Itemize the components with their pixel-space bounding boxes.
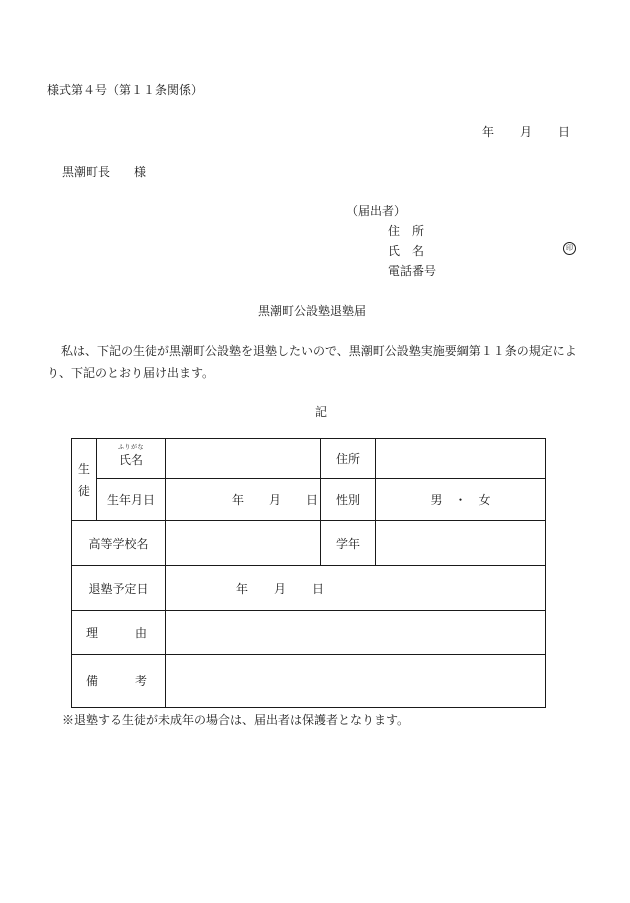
student-name-input[interactable] [166, 439, 321, 479]
reason-label-char-1: 理 [86, 625, 99, 640]
birthdate-label: 生年月日 [97, 479, 166, 521]
student-address-input[interactable] [376, 439, 546, 479]
student-name-label-cell [97, 439, 166, 479]
withdrawal-record-table [71, 438, 546, 708]
record-label: 記 [315, 405, 328, 419]
school-name-input[interactable] [166, 521, 321, 566]
reason-input[interactable] [166, 610, 546, 654]
student-label-char-1: 生 [77, 461, 90, 476]
withdraw-date-label: 退塾予定日 [72, 566, 166, 610]
gender-options[interactable]: 男 ・ 女 [376, 479, 546, 521]
grade-input[interactable] [376, 521, 546, 566]
remarks-label-char-1: 備 [86, 674, 99, 689]
applicant-address-label: 住 所 [388, 224, 425, 238]
birthdate-input[interactable] [166, 479, 321, 521]
birth-month-label: 月 [268, 493, 281, 508]
birth-day-label: 日 [305, 493, 318, 508]
date-day-label: 日 [558, 125, 571, 139]
student-label-char-2: 徒 [77, 483, 90, 498]
applicant-phone-label: 電話番号 [388, 264, 437, 278]
withdraw-day-label: 日 [312, 581, 325, 596]
remarks-label [72, 654, 166, 707]
reason-label-char-2: 由 [134, 625, 147, 640]
reason-label [72, 610, 166, 654]
seal-icon: 印 [563, 242, 576, 255]
withdraw-date-input[interactable] [166, 566, 546, 610]
footnote: ※退塾する生徒が未成年の場合は、届出者は保護者となります。 [62, 713, 410, 727]
submission-date [482, 123, 570, 140]
document-title: 黒潮町公設塾退塾届 [258, 304, 367, 318]
form-number: 様式第４号（第１１条関係） [47, 83, 204, 97]
remarks-input[interactable] [166, 654, 546, 707]
gender-label: 性別 [321, 479, 376, 521]
student-section-label [72, 439, 97, 521]
addressee: 黒潮町長 様 [62, 165, 147, 179]
withdraw-year-label: 年 [236, 581, 249, 596]
student-name-label: 氏名 [118, 453, 143, 468]
body-paragraph: 私は、下記の生徒が黒潮町公設塾を退塾したいので、黒潮町公設塾実施要綱第１１条の規定により、下記のとおり届け出ます。 [47, 344, 577, 380]
grade-label: 学年 [321, 521, 376, 566]
applicant-name-label: 氏 名 [388, 244, 425, 258]
withdraw-month-label: 月 [274, 581, 287, 596]
remarks-label-char-2: 考 [134, 674, 147, 689]
school-name-label: 高等学校名 [72, 521, 166, 566]
date-month-label: 月 [520, 125, 533, 139]
applicant-heading: （届出者） [346, 204, 407, 218]
student-address-label: 住所 [321, 439, 376, 479]
date-year-label: 年 [482, 125, 495, 139]
name-furigana: ふりがな [117, 444, 144, 452]
birth-year-label: 年 [231, 493, 244, 508]
